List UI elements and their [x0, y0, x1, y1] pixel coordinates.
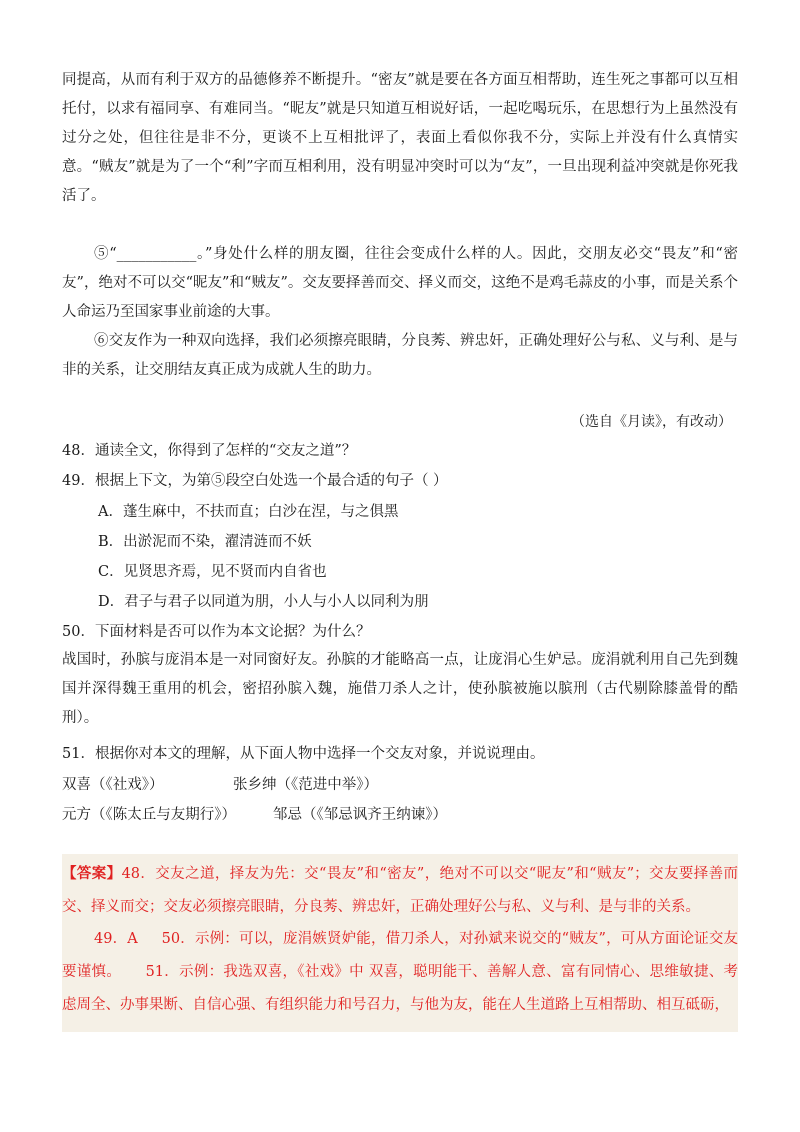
question-51: 51．根据你对本文的理解，从下面人物中选择一个交友对象，并说说理由。 [62, 746, 545, 762]
answer-48-text: 48．交友之道，择友为先：交“畏友”和“密友”，绝对不可以交“昵友”和“贼友”；交友要择善而交、择义而交；交友必须擦亮眼睛，分良莠、辨忠奸，正确处理好公与私、义与利、是与非的关系。 [62, 866, 738, 915]
article-paragraph-6: ⑥交友作为一种双向选择，我们必须擦亮眼睛，分良莠、辨忠奸，正确处理好公与私、义与利、是与非的关系，让交朋结友真正成为成就人生的助力。 [62, 333, 738, 378]
article-paragraph-4-continued: 同提高，从而有利于双方的品德修养不断提升。“密友”就是要在各方面互相帮助，连生死之事都可以互相托付，以求有福同享、有难同当。“昵友”就是只知道互相说好话，一起吃喝玩乐，在思想行为上虽然没有过分之处，但往往是非不分，更谈不上互相批评了，表面上看似你我不分，实际上并没有什么真情实意。“贼友”就是为了一个“利”字而互相利用，没有明显冲突时可以为“友”，一旦出现利益冲突就是你死我活了。 [62, 72, 738, 204]
answer-50-text: 50．示例：可以，庞涓嫉贤妒能，借刀杀人，对孙斌来说交的“贼友”，可从方面论证交友要谨慎。 [62, 931, 738, 980]
question-49: 49．根据上下文，为第⑤段空白处选一个最合适的句子（ ） [62, 473, 448, 489]
question-49-option-d: D．君子与君子以同道为朋，小人与小人以同利为朋 [98, 594, 429, 610]
question-50: 50．下面材料是否可以作为本文论据？为什么？ [62, 624, 371, 640]
answer-tag: 【答案】 [62, 865, 122, 882]
question-49-option-b: B．出淤泥而不染，濯清涟而不妖 [98, 534, 312, 550]
question-51-person-zhang: 张乡绅（《范进中举》） [233, 777, 378, 793]
answer-51-text: 51．示例：我选双喜，《社戏》中 双喜，聪明能干、善解人意、富有同情心、思维敏捷、考虑周全、办事果断、自信心强、有组织能力和号召力，与他为友，能在人生道路上互相帮助、相互砥砺， [62, 964, 739, 1013]
question-50-material: 战国时，孙膑与庞涓本是一对同窗好友。孙膑的才能略高一点，让庞涓心生妒忌。庞涓就利用自己先到魏国并深得魏王重用的机会，密招孙膑入魏，施借刀杀人之计，使孙膑被施以膑刑（古代剔除膝盖骨的酷刑）。 [62, 652, 738, 726]
question-49-option-c: C．见贤思齐焉，见不贤而内自省也 [98, 564, 327, 580]
question-49-option-a: A．蓬生麻中，不扶而直；白沙在涅，与之俱黑 [98, 504, 399, 520]
article-source: （选自《月读》，有改动） [571, 414, 732, 430]
question-51-person-yuanfang: 元方（《陈太丘与友期行》） [62, 807, 236, 823]
answer-49-50 [62, 923, 738, 1022]
article-paragraph-5: ⑤“___________。”身处什么样的朋友圈，往往会变成什么样的人。因此，交朋友必交“畏友”和“密友”，绝对不可以交“昵友”和“贼友”。交友要择善而交、择义而交，这绝不是鸡毛蒜皮的小事，而是关系个人命运乃至国家事业前途的大事。 [62, 246, 738, 320]
question-51-person-zouji: 邹忌（《邹忌讽齐王纳谏》） [273, 807, 447, 823]
answer-48 [62, 857, 738, 924]
question-48: 48．通读全文，你得到了怎样的“交友之道”？ [62, 443, 357, 459]
question-51-person-shuangxi: 双喜（《社戏》） [62, 777, 164, 793]
answer-49-text: 49．A [94, 931, 138, 947]
